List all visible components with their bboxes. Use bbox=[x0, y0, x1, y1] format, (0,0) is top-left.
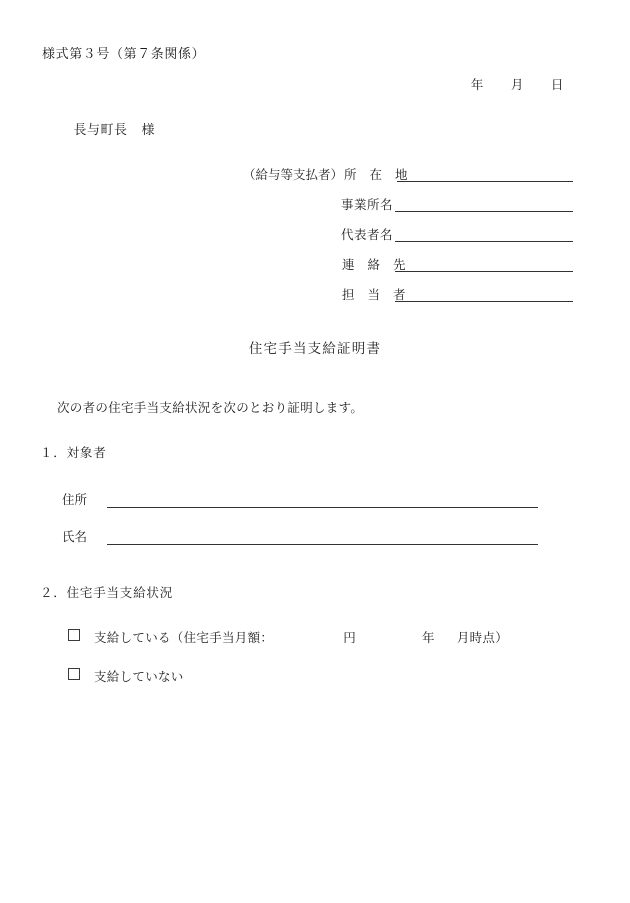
option-unpaid[interactable] bbox=[68, 667, 184, 685]
payer-row-location bbox=[243, 155, 573, 185]
year-unit-label: 年 bbox=[422, 630, 435, 645]
name-label: 氏名 bbox=[62, 529, 88, 544]
payer-label-contact: 連 絡 先 bbox=[342, 257, 410, 272]
month-unit-label: 月時点） bbox=[456, 630, 509, 645]
payer-label-representative: 代表者名 bbox=[341, 227, 394, 242]
date-year-label: 年 bbox=[470, 76, 484, 92]
date-month-label: 月 bbox=[510, 76, 524, 92]
option-unpaid-label: 支給していない bbox=[94, 669, 184, 684]
payer-input-location[interactable] bbox=[397, 180, 573, 182]
option-paid-label: 支給している（住宅手当月額： bbox=[94, 630, 274, 645]
addressee bbox=[55, 111, 155, 150]
payer-prefix-label: （給与等支払者） bbox=[243, 167, 344, 182]
payer-row-representative bbox=[243, 215, 573, 245]
checkbox-unchecked-icon[interactable] bbox=[68, 668, 80, 680]
field-row-name bbox=[62, 527, 538, 548]
payer-block bbox=[243, 155, 573, 305]
field-row-address bbox=[62, 490, 538, 511]
date-day-label: 日 bbox=[550, 76, 564, 92]
addressee-honorific: 様 bbox=[141, 123, 156, 138]
payer-row-office-name bbox=[243, 185, 573, 215]
payer-label-location: 所 在 地 bbox=[344, 167, 412, 182]
address-input[interactable] bbox=[107, 506, 538, 508]
payer-input-office-name[interactable] bbox=[395, 210, 573, 212]
page-title: 住宅手当支給証明書 bbox=[248, 341, 382, 357]
address-label: 住所 bbox=[62, 492, 88, 507]
section-2-heading: ２．住宅手当支給状況 bbox=[40, 585, 174, 600]
payer-input-contact[interactable] bbox=[395, 270, 573, 272]
name-input[interactable] bbox=[107, 543, 538, 545]
addressee-name: 長与町長 bbox=[73, 123, 128, 138]
payer-label-person-in-charge: 担 当 者 bbox=[342, 287, 410, 302]
payer-input-person-in-charge[interactable] bbox=[395, 300, 573, 302]
payer-row-person-in-charge bbox=[243, 275, 573, 305]
section-1-heading: １．対象者 bbox=[40, 445, 107, 460]
currency-unit-label: 円 bbox=[343, 630, 357, 645]
payer-row-contact bbox=[243, 245, 573, 275]
checkbox-unchecked-icon[interactable] bbox=[68, 629, 80, 641]
option-paid[interactable] bbox=[68, 628, 508, 646]
intro-statement: 次の者の住宅手当支給状況を次のとおり証明します。 bbox=[57, 400, 364, 415]
payer-label-office-name: 事業所名 bbox=[341, 197, 394, 212]
date-line bbox=[455, 66, 563, 104]
payer-input-representative[interactable] bbox=[395, 240, 573, 242]
form-code: 様式第３号（第７条関係） bbox=[42, 47, 206, 62]
